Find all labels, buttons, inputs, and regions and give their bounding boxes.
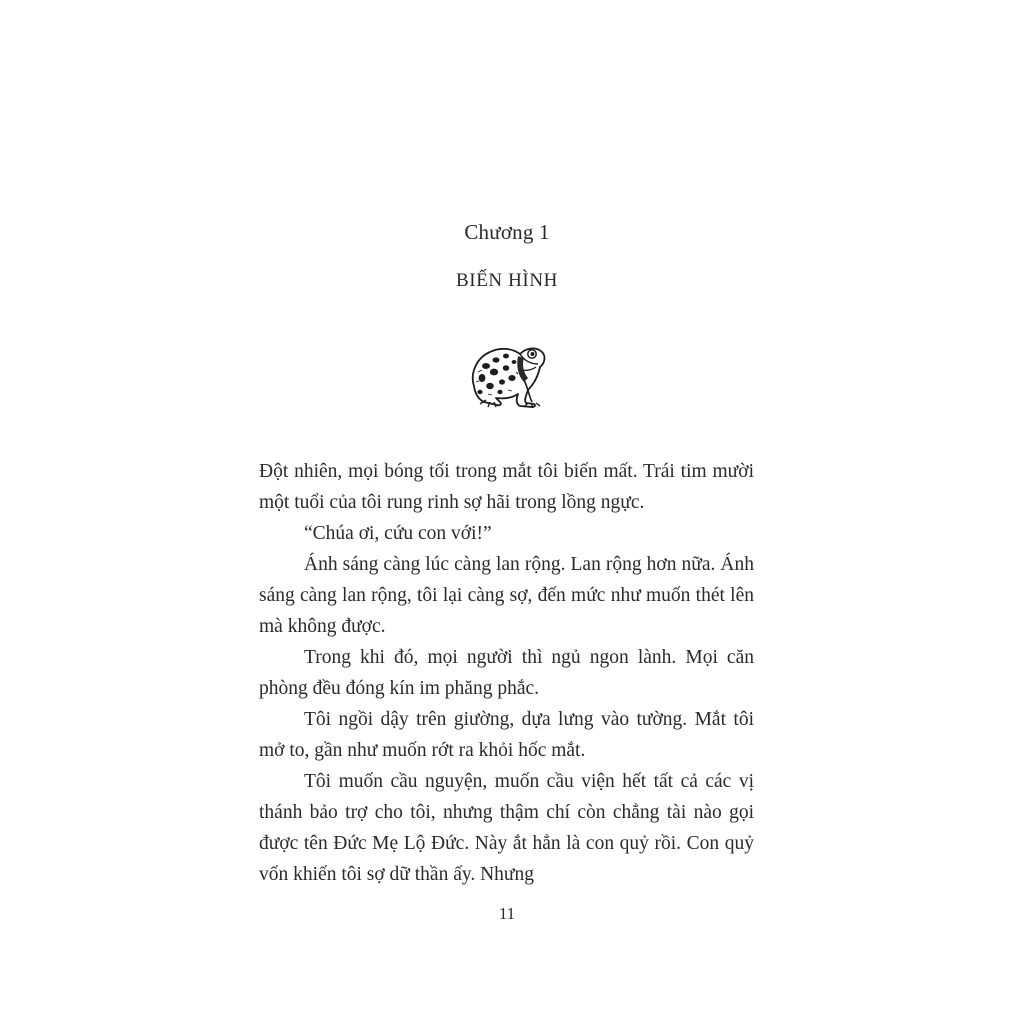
page-number: 11 — [498, 904, 516, 923]
paragraph-4: Trong khi đó, mọi người thì ngủ ngon lành. Mọi căn phòng đều đóng kín im phăng phắc. — [259, 647, 754, 699]
chapter-title: BIẾN HÌNH — [456, 270, 558, 291]
chapter-body-text — [259, 456, 754, 890]
paragraph-1: Đột nhiên, mọi bóng tối trong mắt tôi biến mất. Trái tim mười một tuổi của tôi rung rinh sợ hãi trong lồng ngực. — [259, 461, 754, 513]
paragraph-3: Ánh sáng càng lúc càng lan rộng. Lan rộng hơn nữa. Ánh sáng càng lan rộng, tôi lại càng sợ, đến mức như muốn thét lên mà không được. — [259, 554, 754, 637]
chapter-label: Chương 1 — [464, 220, 550, 244]
paragraph-2: “Chúa ơi, cứu con với!” — [304, 523, 492, 544]
paragraph-5: Tôi ngồi dậy trên giường, dựa lưng vào tường. Mắt tôi mở to, gần như muốn rớt ra khỏi hốc mắt. — [259, 709, 754, 761]
paragraph-6: Tôi muốn cầu nguyện, muốn cầu viện hết tất cả các vị thánh bảo trợ cho tôi, nhưng thậm chí còn chẳng tài nào gọi được tên Đức Mẹ Lộ Đức. Này ắt hẳn là con quỷ rồi. Con quỷ vốn khiến tôi sợ dữ thần ấy. Nhưng — [259, 771, 754, 885]
toad-illustration-icon — [466, 336, 548, 410]
